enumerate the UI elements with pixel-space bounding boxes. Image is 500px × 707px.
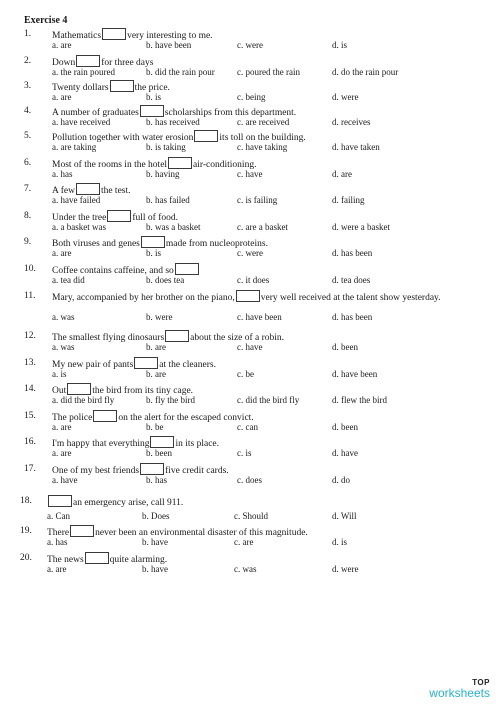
answer-option[interactable]: b. have <box>142 564 168 574</box>
answer-blank[interactable] <box>168 157 192 169</box>
answer-option[interactable]: d. Will <box>332 511 357 521</box>
answer-blank[interactable] <box>93 410 117 422</box>
answer-blank[interactable] <box>165 330 189 342</box>
stem-text-after: at the cleaners. <box>159 360 216 370</box>
answer-option[interactable]: b. Does <box>142 511 170 521</box>
stem-text-before: A few <box>52 186 75 196</box>
stem-text-after: the price. <box>134 83 170 93</box>
answer-option[interactable]: c. is failing <box>237 195 278 205</box>
logo-brand-text: worksheets <box>429 686 490 700</box>
answer-option[interactable]: d. have <box>332 448 358 458</box>
stem-text-after: full of food. <box>132 213 178 223</box>
answer-option[interactable]: a. Can <box>47 511 70 521</box>
answer-option[interactable]: b. been <box>146 448 172 458</box>
answer-option[interactable]: d. has been <box>332 312 373 322</box>
stem-text-before: Twenty dollars <box>52 83 109 93</box>
answer-option[interactable]: d. been <box>332 422 358 432</box>
stem-text-before: The news <box>47 555 84 565</box>
question-number: 18. <box>20 496 32 506</box>
answer-option[interactable]: a. a basket was <box>52 222 106 232</box>
answer-option[interactable]: a. have failed <box>52 195 101 205</box>
answer-option[interactable]: c. have taking <box>237 142 288 152</box>
stem-text-after: its toll on the building. <box>219 133 306 143</box>
question-number: 4. <box>24 106 32 116</box>
stem-text-after: quite alarming. <box>109 555 168 565</box>
question-number: 12. <box>24 331 36 341</box>
answer-blank[interactable] <box>107 210 131 222</box>
answer-option[interactable]: c. being <box>237 92 266 102</box>
answer-blank[interactable] <box>67 383 91 395</box>
answer-option[interactable]: c. have been <box>237 312 282 322</box>
answer-option[interactable]: b. have <box>142 537 168 547</box>
stem-text-after: for three days <box>101 58 154 68</box>
answer-option[interactable]: c. did the bird fly <box>237 395 300 405</box>
stem-text-before: There <box>47 528 70 538</box>
answer-option[interactable]: d. were a basket <box>332 222 390 232</box>
stem-text-before: The smallest flying dinosaurs <box>52 333 165 343</box>
stem-text-after: very interesting to me. <box>127 31 213 41</box>
answer-option[interactable]: a. are taking <box>52 142 97 152</box>
answer-option[interactable]: c. poured the rain <box>237 67 300 77</box>
question-number: 13. <box>24 358 36 368</box>
question-stem <box>52 330 482 344</box>
answer-blank[interactable] <box>48 495 72 507</box>
answer-blank[interactable] <box>194 130 218 142</box>
answer-option[interactable]: b. are <box>146 369 166 379</box>
question-stem <box>47 495 477 509</box>
answer-option[interactable]: b. fly the bird <box>146 395 195 405</box>
exercise-title: Exercise 4 <box>24 15 68 26</box>
stem-text-before: The police <box>52 413 93 423</box>
answer-option[interactable]: c. were <box>237 40 263 50</box>
question-stem <box>52 28 482 42</box>
question-number: 8. <box>24 211 32 221</box>
answer-option[interactable]: a. was <box>52 312 75 322</box>
question-number: 2. <box>24 56 32 66</box>
answer-option[interactable]: d. tea does <box>332 275 371 285</box>
answer-option[interactable]: a. tea did <box>52 275 85 285</box>
question-number: 10. <box>24 264 36 274</box>
answer-option[interactable]: c. have <box>237 169 263 179</box>
stem-text-after: the bird from its tiny cage. <box>92 386 194 396</box>
stem-text-before: Both viruses and genes <box>52 239 140 249</box>
answer-option[interactable]: c. are received <box>237 117 290 127</box>
stem-text-before: Coffee contains caffeine, and so <box>52 266 174 276</box>
answer-option[interactable]: a. are <box>52 448 72 458</box>
answer-blank[interactable] <box>76 183 100 195</box>
stem-text-before: Under the tree <box>52 213 107 223</box>
answer-option[interactable]: d. are <box>332 169 352 179</box>
question-number: 17. <box>24 464 36 474</box>
answer-option[interactable]: a. was <box>52 342 75 352</box>
answer-option[interactable]: c. were <box>237 248 263 258</box>
stem-text-before: One of my best friends <box>52 466 140 476</box>
answer-option[interactable]: d. flew the bird <box>332 395 387 405</box>
answer-option[interactable]: d. have taken <box>332 142 380 152</box>
answer-blank[interactable] <box>175 263 199 275</box>
stem-text-before: Most of the rooms in the hotel <box>52 160 168 170</box>
stem-text-after: an emergency arise, call 911. <box>73 498 184 508</box>
stem-text-before: Out <box>52 386 67 396</box>
answer-option[interactable]: b. did the rain pour <box>146 67 215 77</box>
answer-option[interactable]: c. are <box>234 537 254 547</box>
answer-blank[interactable] <box>236 290 260 302</box>
answer-option[interactable]: b. is <box>146 92 162 102</box>
answer-option[interactable]: b. has failed <box>146 195 190 205</box>
question-number: 9. <box>24 237 32 247</box>
question-number: 5. <box>24 131 32 141</box>
answer-option[interactable]: a. are <box>52 40 72 50</box>
stem-text-after: about the size of a robin. <box>190 333 285 343</box>
answer-blank[interactable] <box>140 105 164 117</box>
stem-text-before: Pollution together with water erosion <box>52 133 194 143</box>
stem-text-after: on the alert for the escaped convict. <box>118 413 254 423</box>
logo-top-text: TOP <box>472 678 490 687</box>
question-stem <box>47 525 477 539</box>
answer-option[interactable]: d. is <box>332 40 348 50</box>
question-stem <box>52 357 482 371</box>
question-number: 1. <box>24 29 32 39</box>
answer-blank[interactable] <box>141 236 165 248</box>
stem-text-after: air-conditioning. <box>193 160 257 170</box>
answer-option[interactable]: c. it does <box>237 275 270 285</box>
stem-text-before: My new pair of pants <box>52 360 134 370</box>
stem-text-before: I'm happy that everything <box>52 439 150 449</box>
answer-blank[interactable] <box>102 28 126 40</box>
answer-option[interactable]: d. receives <box>332 117 371 127</box>
answer-option[interactable]: a. is <box>52 369 67 379</box>
question-stem <box>52 410 482 424</box>
stem-text-before: Down <box>52 58 76 68</box>
topworksheets-logo <box>429 679 490 699</box>
answer-blank[interactable] <box>140 463 164 475</box>
answer-option[interactable]: d. been <box>332 342 358 352</box>
answer-option[interactable]: c. have <box>237 342 263 352</box>
answer-option[interactable]: d. do <box>332 475 350 485</box>
answer-option[interactable]: a. are <box>52 422 72 432</box>
answer-option[interactable]: a. are <box>47 564 67 574</box>
answer-option[interactable]: a. has <box>52 169 73 179</box>
answer-option[interactable]: c. be <box>237 369 254 379</box>
answer-option[interactable]: a. did the bird fly <box>52 395 115 405</box>
answer-option[interactable]: b. is taking <box>146 142 186 152</box>
answer-option[interactable]: a. have received <box>52 117 111 127</box>
stem-text-after: very well received at the talent show yesterday. <box>260 293 441 303</box>
question-number: 11. <box>24 291 36 301</box>
question-stem <box>52 290 482 304</box>
answer-option[interactable]: a. have <box>52 475 78 485</box>
question-stem <box>52 236 482 250</box>
stem-text-before: Mathematics <box>52 31 102 41</box>
answer-option[interactable]: d. were <box>332 92 359 102</box>
answer-option[interactable]: c. are a basket <box>237 222 288 232</box>
question-number: 19. <box>20 526 32 536</box>
answer-blank[interactable] <box>134 357 158 369</box>
question-number: 15. <box>24 411 36 421</box>
stem-text-after: five credit cards. <box>165 466 229 476</box>
stem-text-after: the test. <box>100 186 131 196</box>
answer-blank[interactable] <box>110 80 134 92</box>
answer-blank[interactable] <box>150 436 174 448</box>
answer-blank[interactable] <box>70 525 94 537</box>
question-number: 3. <box>24 81 32 91</box>
answer-option[interactable]: c. is <box>237 448 252 458</box>
answer-option[interactable]: b. are <box>146 342 166 352</box>
answer-option[interactable]: c. Should <box>234 511 269 521</box>
answer-option[interactable]: b. have been <box>146 40 192 50</box>
stem-text-after: scholarships from this department. <box>164 108 297 118</box>
answer-option[interactable]: b. were <box>146 312 173 322</box>
answer-option[interactable]: b. be <box>146 422 164 432</box>
answer-option[interactable]: a. the rain poured <box>52 67 115 77</box>
stem-text-after: never been an environmental disaster of this magnitude. <box>95 528 308 538</box>
question-stem <box>52 463 482 477</box>
answer-option[interactable]: c. can <box>237 422 258 432</box>
answer-option[interactable]: d. has been <box>332 248 373 258</box>
question-number: 16. <box>24 437 36 447</box>
answer-option[interactable]: d. failing <box>332 195 365 205</box>
answer-option[interactable]: d. do the rain pour <box>332 67 399 77</box>
answer-option[interactable]: b. is <box>146 248 162 258</box>
answer-option[interactable]: c. was <box>234 564 257 574</box>
answer-option[interactable]: a. has <box>47 537 68 547</box>
stem-text-after: in its place. <box>175 439 220 449</box>
question-stem <box>47 552 477 566</box>
question-number: 7. <box>24 184 32 194</box>
question-stem <box>52 436 482 450</box>
answer-option[interactable]: b. was a basket <box>146 222 201 232</box>
answer-blank[interactable] <box>85 552 109 564</box>
question-stem <box>52 157 482 171</box>
answer-option[interactable]: d. is <box>332 537 348 547</box>
question-stem <box>52 80 482 94</box>
answer-option[interactable]: b. having <box>146 169 180 179</box>
question-number: 6. <box>24 158 32 168</box>
stem-text-before: A number of graduates <box>52 108 139 118</box>
answer-option[interactable]: a. are <box>52 248 72 258</box>
stem-text-before: Mary, accompanied by her brother on the piano, <box>52 293 235 303</box>
answer-blank[interactable] <box>76 55 100 67</box>
answer-option[interactable]: d. have been <box>332 369 378 379</box>
answer-option[interactable]: b. has <box>146 475 167 485</box>
answer-option[interactable]: b. does tea <box>146 275 185 285</box>
answer-option[interactable]: c. does <box>237 475 262 485</box>
question-number: 14. <box>24 384 36 394</box>
stem-text-after: made from nucleoproteins. <box>165 239 268 249</box>
answer-option[interactable]: b. has received <box>146 117 200 127</box>
answer-option[interactable]: a. are <box>52 92 72 102</box>
question-number: 20. <box>20 553 32 563</box>
answer-option[interactable]: d. were <box>332 564 359 574</box>
